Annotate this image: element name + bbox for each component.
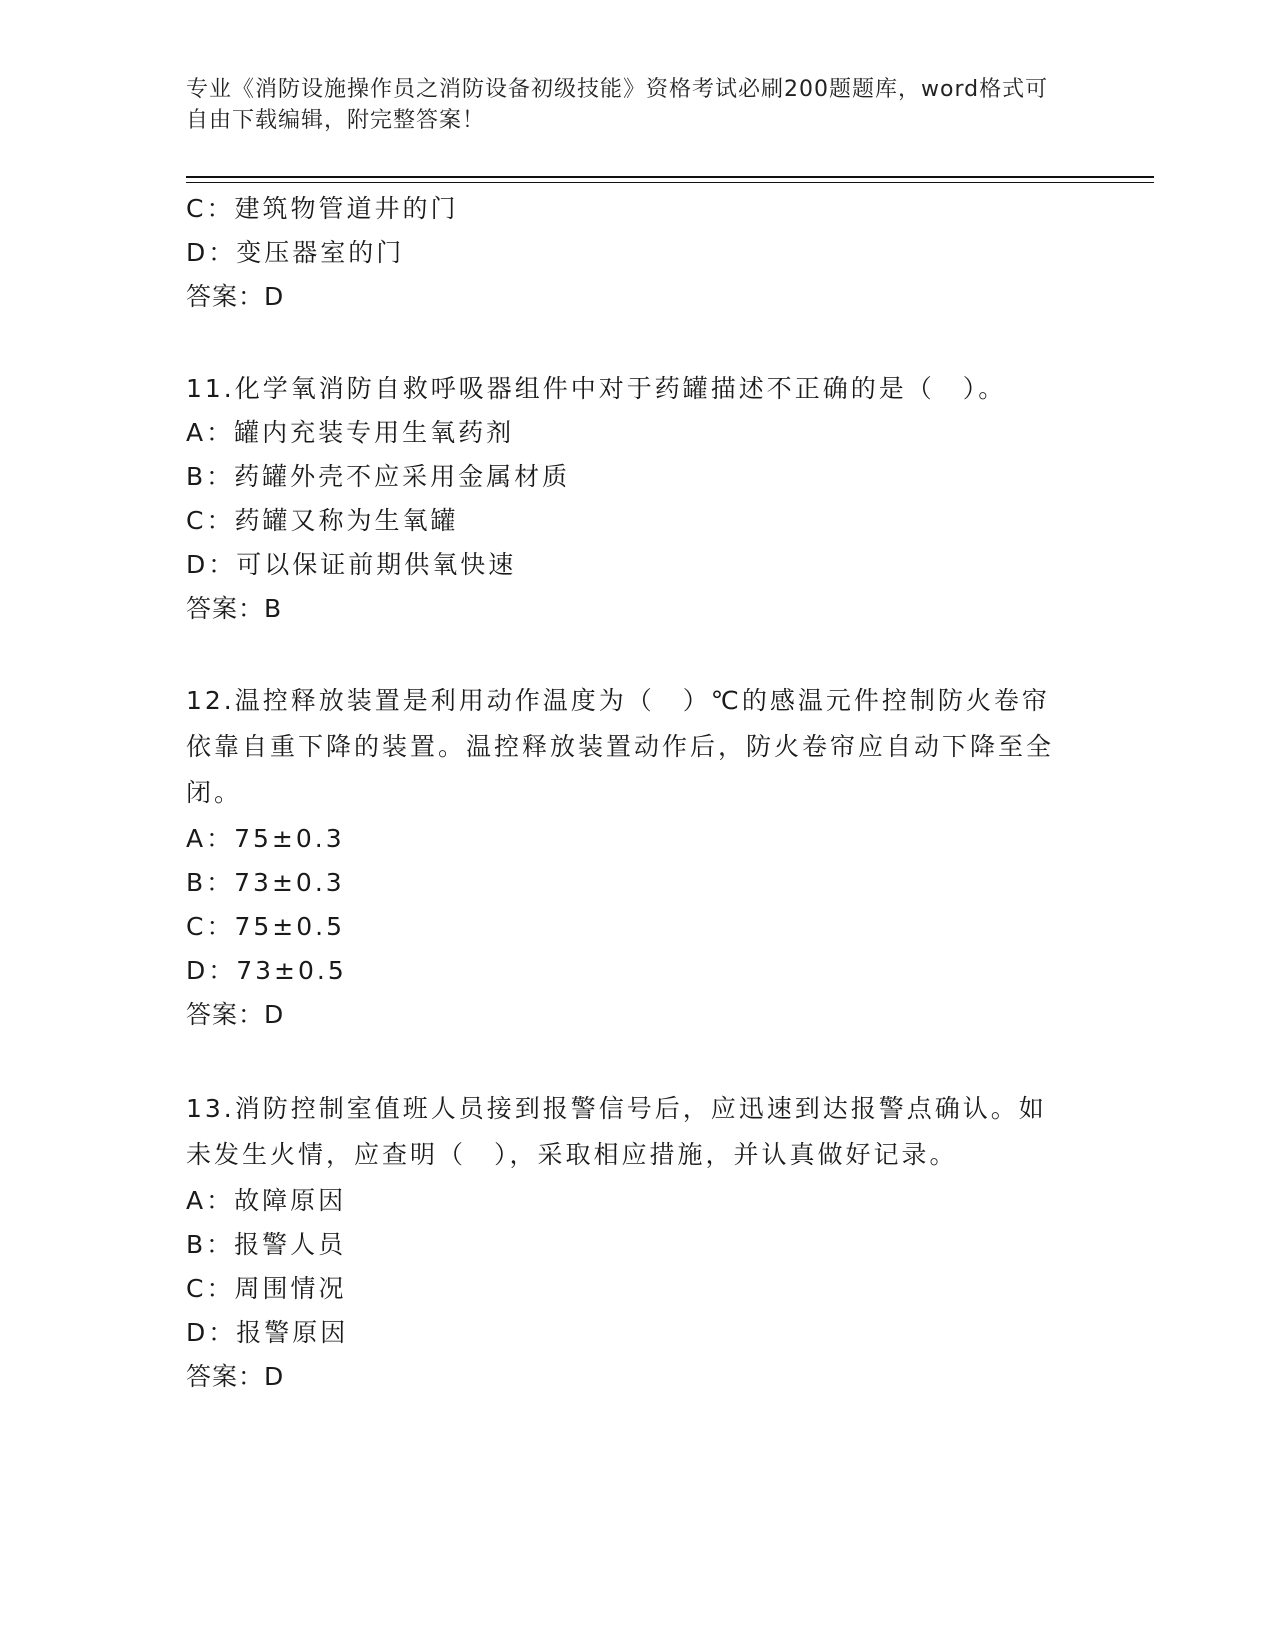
q10-option-d: D：变压器室的门 — [186, 238, 405, 267]
q12-option-a: A：75±0.3 — [186, 824, 345, 853]
q13-stem: 13.消防控制室值班人员接到报警信号后，应迅速到达报警点确认。如未发生火情，应查明（ ），采取相应措施，并认真做好记录。 — [186, 1094, 1047, 1169]
q12-option-c: C：75±0.5 — [186, 912, 345, 941]
q11-option-c: C：药罐又称为生氧罐 — [186, 506, 459, 535]
q11-stem: 11.化学氧消防自救呼吸器组件中对于药罐描述不正确的是（ ）。 — [186, 374, 1007, 403]
q13-option-a: A：故障原因 — [186, 1186, 347, 1215]
q12-answer: 答案：D — [186, 1000, 285, 1029]
q13-answer: 答案：D — [186, 1362, 285, 1391]
q11-option-b: B：药罐外壳不应采用金属材质 — [186, 462, 571, 491]
q10-option-c: C：建筑物管道井的门 — [186, 194, 459, 223]
q11-answer: 答案：B — [186, 594, 283, 623]
header-rule-thick — [186, 176, 1154, 178]
q12-option-b: B：73±0.3 — [186, 868, 345, 897]
q11-option-a: A：罐内充装专用生氧药剂 — [186, 418, 515, 447]
q10-answer: 答案：D — [186, 282, 285, 311]
q13-option-c: C：周围情况 — [186, 1274, 347, 1303]
document-header: 专业《消防设施操作员之消防设备初级技能》资格考试必刷200题题库，word格式可自由下载编辑，附完整答案！ — [186, 77, 1049, 133]
q12-stem: 12.温控释放装置是利用动作温度为（ ）℃的感温元件控制防火卷帘依靠自重下降的装置。温控释放装置动作后，防火卷帘应自动下降至全闭。 — [186, 686, 1055, 807]
q12-option-d: D：73±0.5 — [186, 956, 347, 985]
q13-option-b: B：报警人员 — [186, 1230, 347, 1259]
header-rule-thin — [186, 182, 1154, 183]
q13-option-d: D：报警原因 — [186, 1318, 349, 1347]
q11-option-d: D：可以保证前期供氧快速 — [186, 550, 517, 579]
